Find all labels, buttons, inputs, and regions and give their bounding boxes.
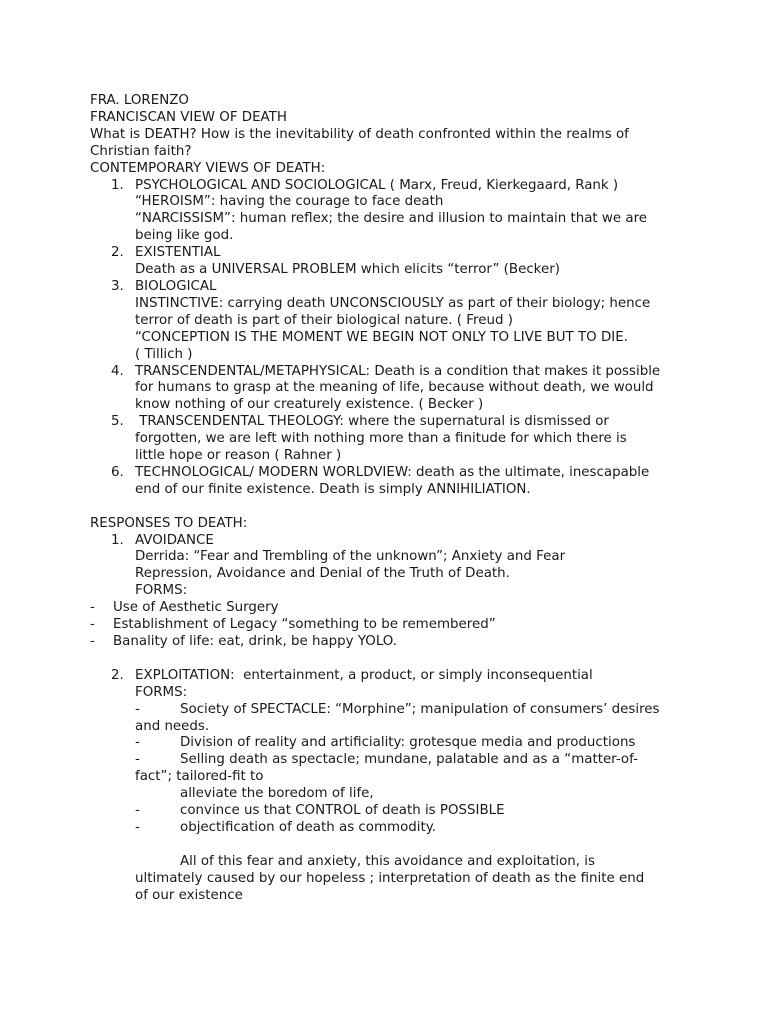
conclusion-paragraph bbox=[90, 854, 690, 905]
bullet-item bbox=[90, 600, 690, 617]
list-text: Death as a UNIVERSAL PROBLEM which elicits “terror” (Becker) bbox=[135, 262, 560, 278]
bullet-text: objectification of death as commodity. bbox=[180, 819, 437, 835]
list-number: 4. bbox=[111, 363, 124, 379]
question-line: Christian faith? bbox=[90, 143, 192, 159]
list-text: “HEROISM”: having the courage to face death bbox=[135, 194, 444, 210]
list-text: know nothing of our creaturely existence. ( Becker ) bbox=[135, 397, 484, 413]
bullet-text: Selling death as spectacle; mundane, palatable and as a “matter-of- bbox=[180, 752, 638, 768]
bullet-text: and needs. bbox=[135, 718, 210, 734]
paragraph-line: of our existence bbox=[135, 887, 243, 903]
paragraph-line: ultimately caused by our hopeless ; interpretation of death as the finite end bbox=[135, 870, 645, 886]
bullet-item bbox=[90, 803, 690, 820]
bullet-item bbox=[90, 702, 690, 736]
list-number: 3. bbox=[111, 278, 124, 294]
list-number: 2. bbox=[111, 667, 124, 683]
dash-bullet: - bbox=[90, 633, 95, 649]
bullet-text: Banality of life: eat, drink, be happy YOLO. bbox=[113, 633, 398, 649]
list-title: EXPLOITATION: entertainment, a product, or simply inconsequential bbox=[135, 667, 593, 683]
dash-bullet: - bbox=[90, 600, 95, 616]
paragraph-line: All of this fear and anxiety, this avoidance and exploitation, is bbox=[180, 853, 595, 869]
bullet-text: Establishment of Legacy “something to be remembered” bbox=[113, 617, 496, 633]
list-text: little hope or reason ( Rahner ) bbox=[135, 448, 342, 464]
list-item bbox=[90, 245, 690, 279]
list-item-exploitation bbox=[90, 668, 690, 702]
document-body bbox=[90, 93, 690, 904]
bullet-item bbox=[90, 617, 690, 634]
bullet-continuation: alleviate the boredom of life, bbox=[180, 786, 374, 802]
list-item-avoidance bbox=[90, 533, 690, 601]
dash-bullet: - bbox=[135, 819, 140, 835]
list-text: “NARCISSISM”: human reflex; the desire and illusion to maintain that we are bbox=[135, 211, 648, 227]
list-text: Repression, Avoidance and Denial of the Truth of Death. bbox=[135, 566, 510, 582]
blank-line bbox=[90, 651, 690, 668]
section-heading-contemporary: CONTEMPORARY VIEWS OF DEATH: bbox=[90, 160, 326, 176]
forms-label: FORMS: bbox=[135, 684, 188, 700]
dash-bullet: - bbox=[135, 701, 140, 717]
list-title: AVOIDANCE bbox=[135, 532, 214, 548]
list-text: TRANSCENDENTAL/METAPHYSICAL: Death is a condition that makes it possible bbox=[135, 363, 661, 379]
list-number: 1. bbox=[111, 177, 124, 193]
section-heading-responses: RESPONSES TO DEATH: bbox=[90, 515, 248, 531]
list-text: EXISTENTIAL bbox=[135, 245, 221, 261]
list-text: “CONCEPTION IS THE MOMENT WE BEGIN NOT ONLY TO LIVE BUT TO DIE. bbox=[135, 329, 628, 345]
bullet-text: fact”; tailored-fit to bbox=[135, 769, 264, 785]
bullet-item bbox=[90, 735, 690, 752]
list-text: BIOLOGICAL bbox=[135, 278, 217, 294]
list-text: ( Tillich ) bbox=[135, 346, 193, 362]
contemporary-views-list bbox=[90, 178, 690, 499]
forms-label: FORMS: bbox=[135, 583, 188, 599]
bullet-item bbox=[90, 752, 690, 786]
list-number: 2. bbox=[111, 245, 124, 261]
list-number: 1. bbox=[111, 532, 124, 548]
bullet-text: Division of reality and artificiality: grotesque media and productions bbox=[180, 735, 636, 751]
list-number: 5. bbox=[111, 414, 124, 430]
dash-bullet: - bbox=[135, 735, 140, 751]
document-title: FRANCISCAN VIEW OF DEATH bbox=[90, 109, 287, 125]
blank-line bbox=[90, 499, 690, 516]
question-line: What is DEATH? How is the inevitability of death confronted within the realms of bbox=[90, 126, 629, 142]
bullet-item bbox=[90, 820, 690, 837]
list-text: TECHNOLOGICAL/ MODERN WORLDVIEW: death as the ultimate, inescapable bbox=[135, 464, 650, 480]
list-text: end of our finite existence. Death is simply ANNIHILIATION. bbox=[135, 481, 531, 497]
list-item bbox=[90, 414, 690, 465]
list-item bbox=[90, 364, 690, 415]
bullet-text: Society of SPECTACLE: “Morphine”; manipulation of consumers’ desires bbox=[180, 701, 660, 717]
list-text: being like god. bbox=[135, 228, 234, 244]
list-text: terror of death is part of their biological nature. ( Freud ) bbox=[135, 312, 513, 328]
dash-bullet: - bbox=[135, 752, 140, 768]
list-item bbox=[90, 178, 690, 246]
bullet-item bbox=[90, 634, 690, 651]
list-item bbox=[90, 465, 690, 499]
bullet-text: convince us that CONTROL of death is POSSIBLE bbox=[180, 803, 505, 819]
dash-bullet: - bbox=[90, 617, 95, 633]
dash-bullet: - bbox=[135, 803, 140, 819]
list-item bbox=[90, 279, 690, 364]
list-text: for humans to grasp at the meaning of life, because without death, we would bbox=[135, 380, 654, 396]
list-text: forgotten, we are left with nothing more than a finitude for which there is bbox=[135, 431, 627, 447]
list-number: 6. bbox=[111, 464, 124, 480]
blank-line bbox=[90, 837, 690, 854]
author-heading: FRA. LORENZO bbox=[90, 93, 189, 108]
list-text: Derrida: “Fear and Trembling of the unknown”; Anxiety and Fear bbox=[135, 549, 566, 565]
list-text: INSTINCTIVE: carrying death UNCONSCIOUSLY as part of their biology; hence bbox=[135, 295, 651, 311]
list-text: TRANSCENDENTAL THEOLOGY: where the supernatural is dismissed or bbox=[135, 414, 609, 430]
list-text: PSYCHOLOGICAL AND SOCIOLOGICAL ( Marx, Freud, Kierkegaard, Rank ) bbox=[135, 177, 619, 193]
bullet-text: Use of Aesthetic Surgery bbox=[113, 600, 279, 616]
